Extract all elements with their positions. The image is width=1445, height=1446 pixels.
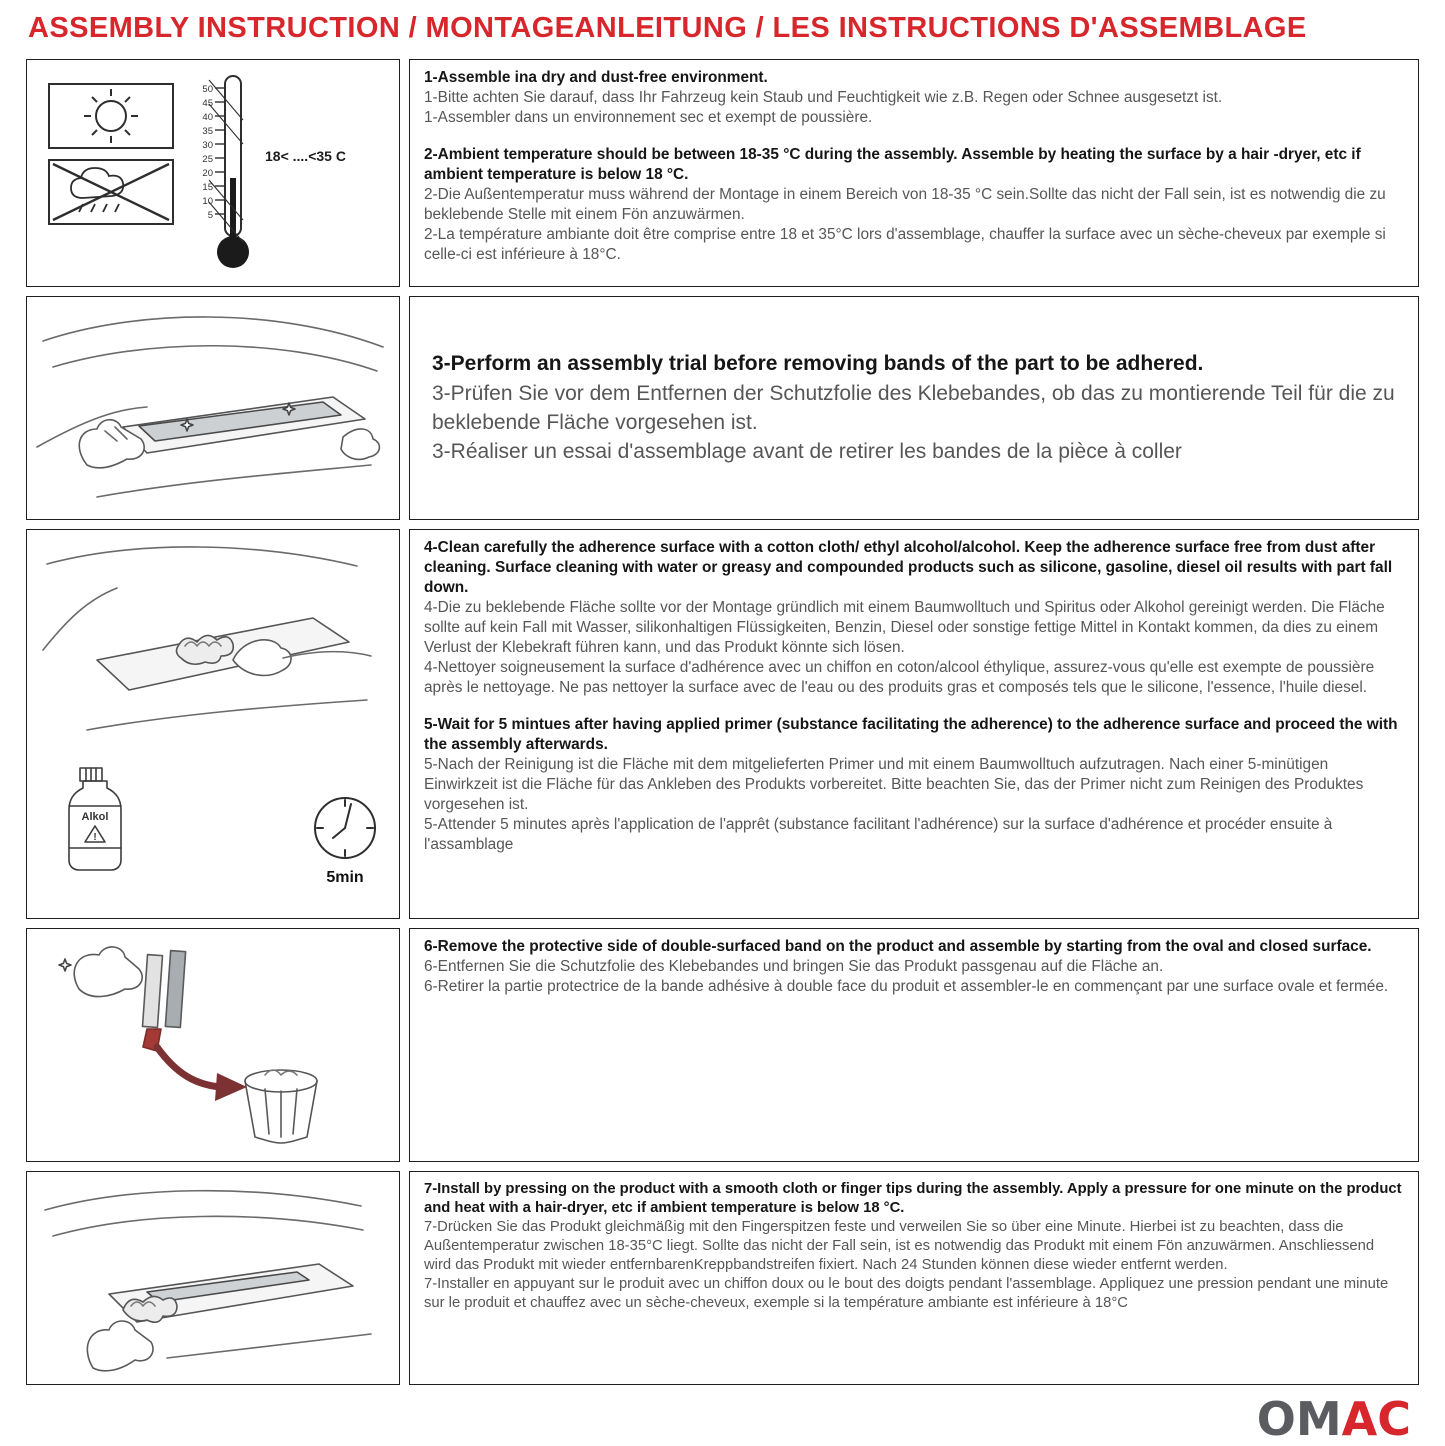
footer bbox=[26, 1392, 1419, 1446]
temp-range-label: 18< ....<35 C bbox=[265, 148, 346, 164]
instruction-fr: 3-Réaliser un essai d'assemblage avant de retirer les bandes de la pièce à coller bbox=[432, 440, 1182, 464]
illustration-cleaning bbox=[26, 529, 400, 919]
svg-text:5: 5 bbox=[207, 210, 213, 221]
clock-icon bbox=[315, 798, 375, 886]
instruction-de: 6-Entfernen Sie die Schutzfolie des Klebebandes und bringen Sie das Produkt passgenau auf die Fläche an. bbox=[424, 958, 1164, 976]
instruction-de: 5-Nach der Reinigung ist die Fläche mit dem mitgelieferten Primer und mit einem Baumwolltuch aufzutragen. Nach einer 5-minütigen Einwirkzeit ist die Fläche für das Ankleben des Produkts vorbereitet. Bitte beachten Sie, das der Primer nicht zum Reinigen des Produktes vorgesehen ist. bbox=[424, 756, 1364, 814]
clean-surface-sketch bbox=[43, 547, 371, 730]
page-title: ASSEMBLY INSTRUCTION / MONTAGEANLEITUNG / LES INSTRUCTIONS D'ASSEMBLAGE bbox=[28, 12, 1307, 44]
svg-text:45: 45 bbox=[202, 98, 213, 109]
section-press-install bbox=[26, 1171, 1419, 1385]
thermometer-icon bbox=[202, 76, 249, 268]
instruction-en: 4-Clean carefully the adherence surface with a cotton cloth/ ethyl alcohol/alcohol. Keep the adherence surface free from dust after cleaning. Surface cleaning with water or greasy and compounded products such as silicone, gasoline, diesel oil results with part fall down. bbox=[424, 539, 1393, 597]
illustration-remove-band bbox=[26, 928, 400, 1162]
text-remove-band bbox=[409, 928, 1419, 1162]
text-press-install bbox=[409, 1171, 1419, 1385]
illustration-assembly-trial bbox=[26, 296, 400, 520]
illustration-environment bbox=[26, 59, 400, 287]
svg-text:15: 15 bbox=[202, 182, 213, 193]
sun-icon bbox=[49, 84, 173, 148]
instruction-fr: 2-La température ambiante doit être comprise entre 18 et 35°C lors d'assemblage, chauffer la surface avec un sèche-cheveux par exemple si celle-ci est inférieure à 18°C. bbox=[424, 226, 1386, 264]
logo-ac: AC bbox=[1341, 1392, 1411, 1446]
svg-text:30: 30 bbox=[202, 140, 213, 151]
arrow-icon bbox=[157, 1047, 221, 1087]
omac-logo bbox=[1256, 1392, 1411, 1446]
trash-can-icon bbox=[245, 1070, 317, 1143]
no-rain-icon bbox=[49, 160, 173, 224]
alcohol-bottle-icon bbox=[69, 768, 121, 870]
svg-text:!: ! bbox=[93, 832, 97, 843]
text-environment bbox=[409, 59, 1419, 287]
instruction-en: 1-Assemble ina dry and dust-free environment. bbox=[424, 69, 768, 86]
instruction-en: 5-Wait for 5 mintues after having applied primer (substance facilitating the adherence) to the adherence surface and proceed the with the assembly afterwards. bbox=[424, 716, 1398, 754]
hand-icon bbox=[87, 1321, 153, 1371]
peel-band-sketch bbox=[59, 947, 317, 1143]
door-sill-sketch bbox=[37, 317, 383, 497]
instruction-fr: 6-Retirer la partie protectrice de la bande adhésive à double face du produit et assembler-le en commençant par une surface ovale et fermée. bbox=[424, 978, 1389, 996]
instruction-de: 1-Bitte achten Sie darauf, dass Ihr Fahrzeug kein Staub und Feuchtigkeit wie z.B. Regen oder Schnee ausgesetzt ist. bbox=[424, 89, 1223, 107]
instruction-fr: 4-Nettoyer soigneusement la surface d'adhérence avec un chiffon en coton/alcool éthylique, assurez-vous qu'elle est exempte de poussière après le nettoyage. Ne pas nettoyer la surface avec de l'eau ou des produits gras et composés tels que le silicone, l'essence, l'huile diesel. bbox=[424, 659, 1375, 697]
svg-text:20: 20 bbox=[202, 168, 213, 179]
instruction-fr: 5-Attender 5 minutes après l'application de l'apprêt (substance facilitant l'adhérence) sur la surface d'adhérence et procéder ensuite à l'assamblage bbox=[424, 816, 1333, 854]
section-cleaning bbox=[26, 529, 1419, 919]
section-assembly-trial bbox=[26, 296, 1419, 520]
instruction-fr: 1-Assembler dans un environnement sec et exempt de poussière. bbox=[424, 109, 873, 127]
instruction-en: 6-Remove the protective side of double-surfaced band on the product and assemble by starting from the oval and closed surface. bbox=[424, 938, 1372, 955]
svg-text:25: 25 bbox=[202, 154, 213, 165]
text-assembly-trial bbox=[409, 296, 1419, 520]
logo-om: OM bbox=[1256, 1392, 1342, 1446]
instruction-de: 2-Die Außentemperatur muss während der Montage in einem Bereich von 18-35 °C sein.Sollte das nicht der Fall sein, ist es notwendig die zu beklebende Stelle mit einem Fön anzuwärmen. bbox=[424, 186, 1386, 224]
section-environment bbox=[26, 59, 1419, 287]
instruction-en: 7-Install by pressing on the product with a smooth cloth or finger tips during the assembly. Apply a pressure for one minute on the product and heat with a hair-dryer, etc if ambient temperature is below 18 °C. bbox=[424, 1181, 1402, 1216]
section-remove-band bbox=[26, 928, 1419, 1162]
svg-text:35: 35 bbox=[202, 126, 213, 137]
sparkle-icon bbox=[59, 959, 71, 971]
hand-icon bbox=[74, 947, 142, 997]
svg-text:50: 50 bbox=[202, 84, 213, 95]
illustration-press-install bbox=[26, 1171, 400, 1385]
instruction-en: 2-Ambient temperature should be between 18-35 °C during the assembly. Assemble by heating the surface by a hair -dryer, etc if ambient temperature is below 18 °C. bbox=[424, 146, 1361, 184]
press-install-sketch bbox=[45, 1191, 371, 1371]
clock-label: 5min bbox=[326, 869, 364, 886]
instruction-de: 4-Die zu beklebende Fläche sollte vor der Montage gründlich mit einem Baumwolltuch und Spiritus oder Alkohol gereinigt werden. Die Fläche sollte auf kein Fall mit Wasser, silikonhaltigen Flüssigkeiten, Benzin, Diesel oder sonstige fettige Mittel in Kontakt kommen, da dies zu einem Verlust der Klebekraft führen kann, und das Produkt könnte sich lösen. bbox=[424, 599, 1385, 657]
right-hand-icon bbox=[341, 429, 379, 459]
svg-text:40: 40 bbox=[202, 112, 213, 123]
cloth-icon bbox=[123, 1296, 177, 1322]
instruction-fr: 7-Installer en appuyant sur le produit avec un chiffon doux ou le bout des doigts pendant l'assemblage. Appliquez une pression pendant une minute sur le produit et chauffez avec un sèche-cheveux, exemple si la température ambiante est inférieure à 18°C bbox=[424, 1275, 1389, 1311]
text-cleaning bbox=[409, 529, 1419, 919]
instruction-de: 7-Drücken Sie das Produkt gleichmäßig mit den Fingerspitzen feste und verweilen Sie so über eine Minute. Hierbei ist zu beachten, dass die Außentemperatur zwischen 18-35°C liegt. Sollte das nicht der Fall sein, ist es notwendig das Produkt mit einem Fön anzuwärmen. Anschliessend wird das Produkt mit wieder entfernbarenKreppbandstreifen fixiert. Nach 24 Stunden können diese wieder entfernt werden. bbox=[424, 1218, 1375, 1273]
svg-text:10: 10 bbox=[202, 196, 213, 207]
instruction-de: 3-Prüfen Sie vor dem Entfernen der Schutzfolie des Klebebandes, ob das zu montierende Teil für die zu beklebende Fläche vorgesehen ist. bbox=[432, 381, 1395, 434]
instruction-en: 3-Perform an assembly trial before removing bands of the part to be adhered. bbox=[432, 352, 1204, 376]
alcohol-label: Alkol bbox=[81, 811, 109, 823]
